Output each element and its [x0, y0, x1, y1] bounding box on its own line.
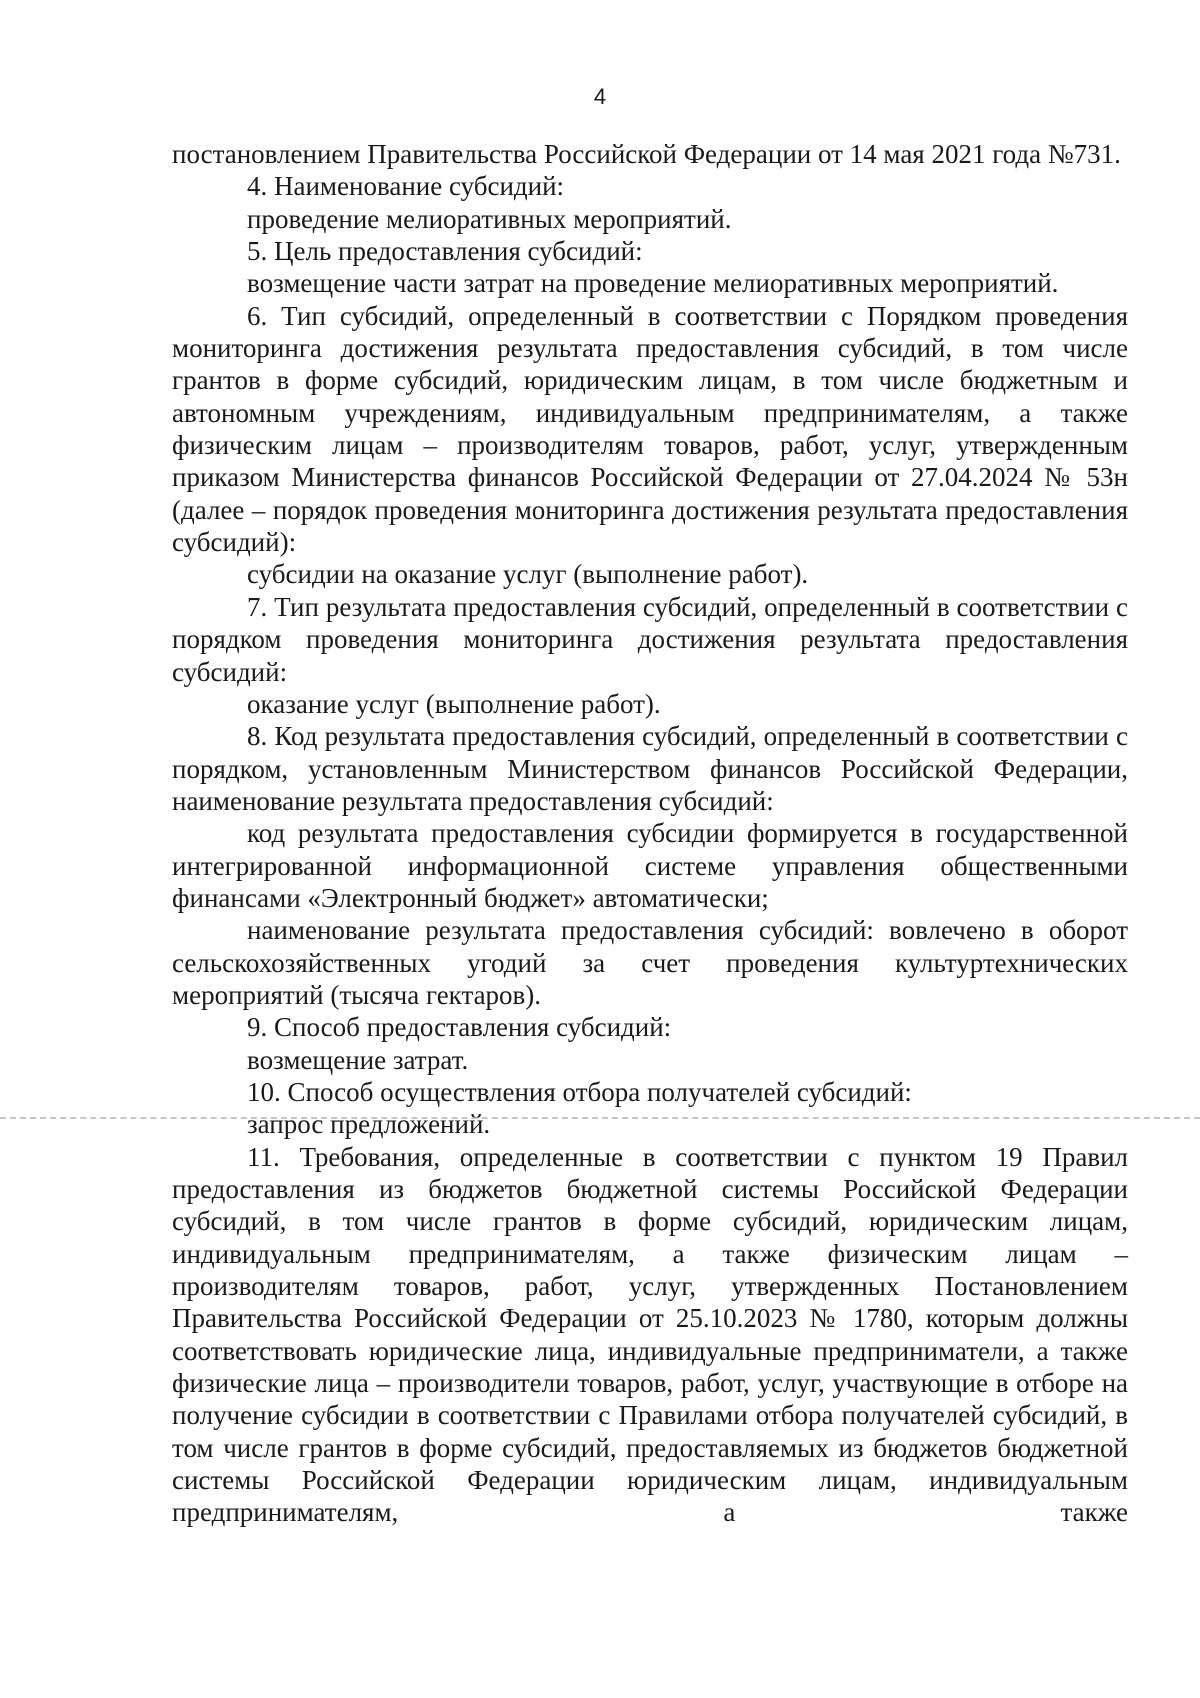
item-11-heading: 11. Требования, определенные в соответствии с пунктом 19 Правил предоставления из бюджетов бюджетной системы Российской Федерации субсидий, в том числе грантов в форме субсидий, юридическим лицам, индивидуальным предпринимателям, а также физическим лицам – производителям товаров, работ, услуг, утвержденных Постановлением Правительства Российской Федерации от 25.10.2023 № 1780, которым должны соответствовать юридические лица, индивидуальные предприниматели, а также физические лица – производители товаров, работ, услуг, участвующие в отборе на получение субсидии в соответствии с Правилами отбора получателей субсидий, в том числе грантов в форме субсидий, предоставляемых из бюджетов бюджетной системы Российской Федерации юридическим лицам, индивидуальным предпринимателям, а также: [172, 1141, 1128, 1528]
item-6-heading: 6. Тип субсидий, определенный в соответствии с Порядком проведения мониторинга достижения результата предоставления субсидий, в том числе грантов в форме субсидий, юридическим лицам, в том числе бюджетным и автономным учреждениям, индивидуальным предпринимателям, а также физическим лицам – производителям товаров, работ, услуг, утвержденным приказом Министерства финансов Российской Федерации от 27.04.2024 № 53н (далее – порядок проведения мониторинга достижения результата предоставления субсидий):: [172, 300, 1128, 558]
item-8-heading: 8. Код результата предоставления субсидий, определенный в соответствии с порядком, установленным Министерством финансов Российской Федерации, наименование результата предоставления субсидий:: [172, 721, 1128, 816]
scan-artifact-line: [0, 1117, 1200, 1119]
paragraph-continuation: постановлением Правительства Российской Федерации от 14 мая 2021 года №731.: [172, 139, 1121, 169]
item-7-heading: 7. Тип результата предоставления субсидий, определенный в соответствии с порядком проведения мониторинга достижения результата предоставления субсидий:: [172, 591, 1128, 687]
item-7-value: оказание услуг (выполнение работ).: [247, 688, 661, 719]
item-8-code: код результата предоставления субсидии формируется в государственной интегрированной информационной системе управления общественными финансами «Электронный бюджет» автоматически;: [172, 818, 1128, 913]
item-5-heading: 5. Цель предоставления субсидий:: [247, 236, 643, 267]
item-8-name: наименование результата предоставления субсидий: вовлечено в оборот сельскохозяйственных угодий за счет проведения культуртехнических мероприятий (тысяча гектаров).: [172, 915, 1128, 1010]
item-9-value: возмещение затрат.: [247, 1044, 469, 1075]
item-5-value: возмещение части затрат на проведение мелиоративных мероприятий.: [247, 268, 1059, 299]
item-4-value: проведение мелиоративных мероприятий.: [247, 203, 732, 234]
item-10-value: запрос предложений.: [247, 1109, 491, 1140]
item-10-heading: 10. Способ осуществления отбора получателей субсидий:: [247, 1076, 912, 1107]
document-body: [172, 138, 1128, 1529]
item-9-heading: 9. Способ предоставления субсидий:: [247, 1012, 672, 1043]
page-number: 4: [593, 84, 607, 109]
item-6-value: субсидии на оказание услуг (выполнение работ).: [247, 559, 809, 590]
item-4-heading: 4. Наименование субсидий:: [247, 171, 565, 202]
